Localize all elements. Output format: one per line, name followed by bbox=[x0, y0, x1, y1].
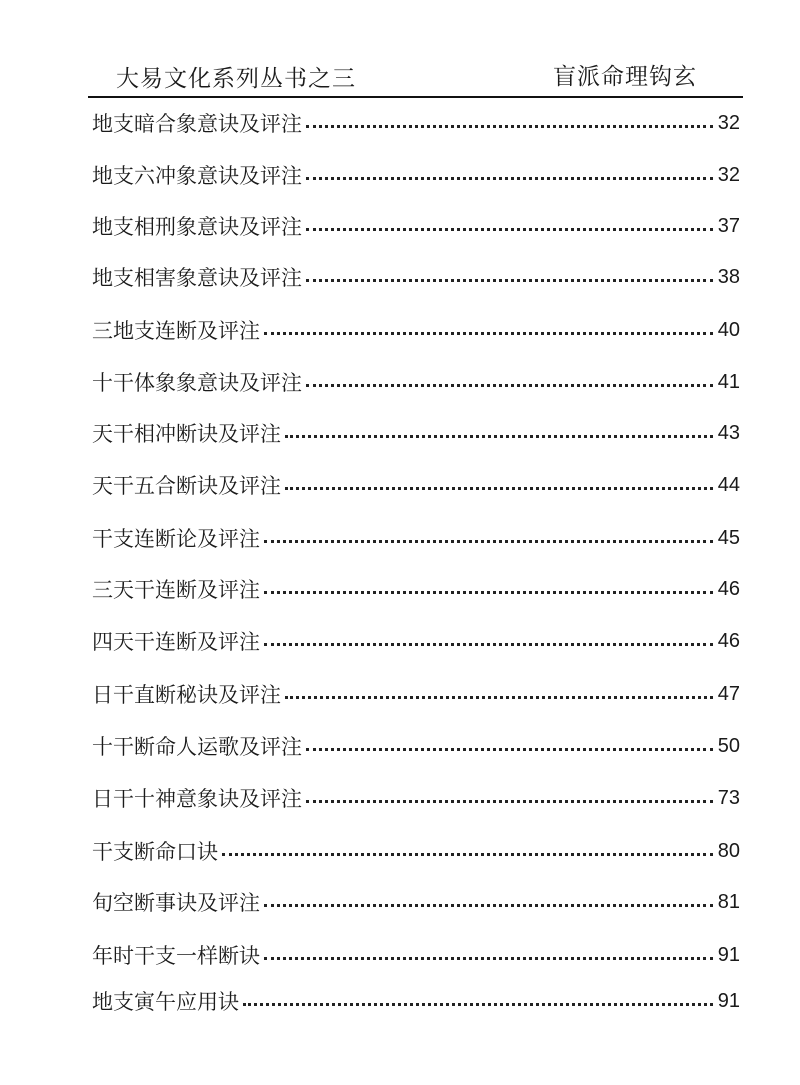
toc-entry-title: 地支相刑象意诀及评注 bbox=[92, 215, 302, 239]
toc-entry-page: 41 bbox=[717, 370, 740, 393]
header-rule bbox=[88, 96, 743, 98]
toc-entry[interactable] bbox=[92, 518, 740, 558]
dot-leader bbox=[264, 332, 713, 335]
toc-entry-title: 四天干连断及评注 bbox=[92, 630, 260, 654]
dot-leader bbox=[264, 957, 713, 960]
toc-entry-title: 旬空断事诀及评注 bbox=[92, 891, 260, 915]
toc-entry[interactable] bbox=[92, 362, 740, 402]
toc-entry-page: 50 bbox=[717, 734, 740, 757]
toc-entry-title: 干支连断论及评注 bbox=[92, 527, 260, 551]
toc-entry-title: 日干直断秘诀及评注 bbox=[92, 683, 281, 707]
toc-entry[interactable] bbox=[92, 103, 740, 143]
dot-leader bbox=[264, 591, 713, 594]
toc-entry[interactable] bbox=[92, 413, 740, 453]
toc-entry-title: 地支六冲象意诀及评注 bbox=[92, 164, 302, 188]
series-title: 大易文化系列丛书之三 bbox=[116, 66, 356, 92]
dot-leader bbox=[285, 487, 713, 490]
dot-leader bbox=[222, 853, 713, 856]
toc-entry[interactable] bbox=[92, 674, 740, 714]
toc-entry-page: 91 bbox=[717, 943, 740, 966]
running-header bbox=[88, 58, 743, 96]
toc-entry-page: 46 bbox=[717, 577, 740, 600]
toc-entry-title: 三天干连断及评注 bbox=[92, 578, 260, 602]
toc-entry-page: 40 bbox=[717, 318, 740, 341]
dot-leader bbox=[306, 748, 713, 751]
toc-entry-title: 天干相冲断诀及评注 bbox=[92, 422, 281, 446]
toc-entry-page: 38 bbox=[717, 265, 740, 288]
dot-leader bbox=[306, 177, 713, 180]
dot-leader bbox=[285, 696, 713, 699]
dot-leader bbox=[306, 384, 713, 387]
toc-entry-title: 地支暗合象意诀及评注 bbox=[92, 112, 302, 136]
dot-leader bbox=[264, 540, 713, 543]
toc-entry[interactable] bbox=[92, 981, 740, 1021]
toc-entry-page: 91 bbox=[717, 989, 740, 1012]
toc-entry-page: 37 bbox=[717, 214, 740, 237]
toc-entry-page: 44 bbox=[717, 473, 740, 496]
toc-entry[interactable] bbox=[92, 726, 740, 766]
toc-entry-page: 73 bbox=[717, 786, 740, 809]
dot-leader bbox=[306, 279, 713, 282]
toc-entry-title: 地支相害象意诀及评注 bbox=[92, 266, 302, 290]
toc-entry[interactable] bbox=[92, 831, 740, 871]
toc-entry-title: 天干五合断诀及评注 bbox=[92, 474, 281, 498]
toc-entry[interactable] bbox=[92, 569, 740, 609]
toc-entry-page: 43 bbox=[717, 421, 740, 444]
toc-entry-page: 80 bbox=[717, 839, 740, 862]
toc-entry-page: 47 bbox=[717, 682, 740, 705]
toc-entry[interactable] bbox=[92, 935, 740, 975]
dot-leader bbox=[243, 1003, 713, 1006]
toc-entry-page: 32 bbox=[717, 163, 740, 186]
dot-leader bbox=[285, 435, 713, 438]
toc-entry-page: 32 bbox=[717, 111, 740, 134]
toc-entry-title: 十干断命人运歌及评注 bbox=[92, 735, 302, 759]
toc-entry[interactable] bbox=[92, 465, 740, 505]
dot-leader bbox=[306, 125, 713, 128]
toc-entry[interactable] bbox=[92, 882, 740, 922]
dot-leader bbox=[306, 228, 713, 231]
toc-entry-page: 81 bbox=[717, 890, 740, 913]
toc-entry-title: 干支断命口诀 bbox=[92, 840, 218, 864]
toc-entry[interactable] bbox=[92, 310, 740, 350]
toc-entry-title: 十干体象象意诀及评注 bbox=[92, 371, 302, 395]
toc-entry-title: 年时干支一样断诀 bbox=[92, 944, 260, 968]
toc-entry[interactable] bbox=[92, 206, 740, 246]
toc-entry-title: 三地支连断及评注 bbox=[92, 319, 260, 343]
toc-entry[interactable] bbox=[92, 778, 740, 818]
toc-entry[interactable] bbox=[92, 621, 740, 661]
toc-entry[interactable] bbox=[92, 257, 740, 297]
dot-leader bbox=[264, 904, 713, 907]
toc-entry[interactable] bbox=[92, 155, 740, 195]
toc-entry-page: 45 bbox=[717, 526, 740, 549]
book-title: 盲派命理钩玄 bbox=[553, 64, 697, 90]
toc-entry-page: 46 bbox=[717, 629, 740, 652]
dot-leader bbox=[306, 800, 713, 803]
toc-entry-title: 日干十神意象诀及评注 bbox=[92, 787, 302, 811]
dot-leader bbox=[264, 643, 713, 646]
toc-entry-title: 地支寅午应用诀 bbox=[92, 990, 239, 1014]
